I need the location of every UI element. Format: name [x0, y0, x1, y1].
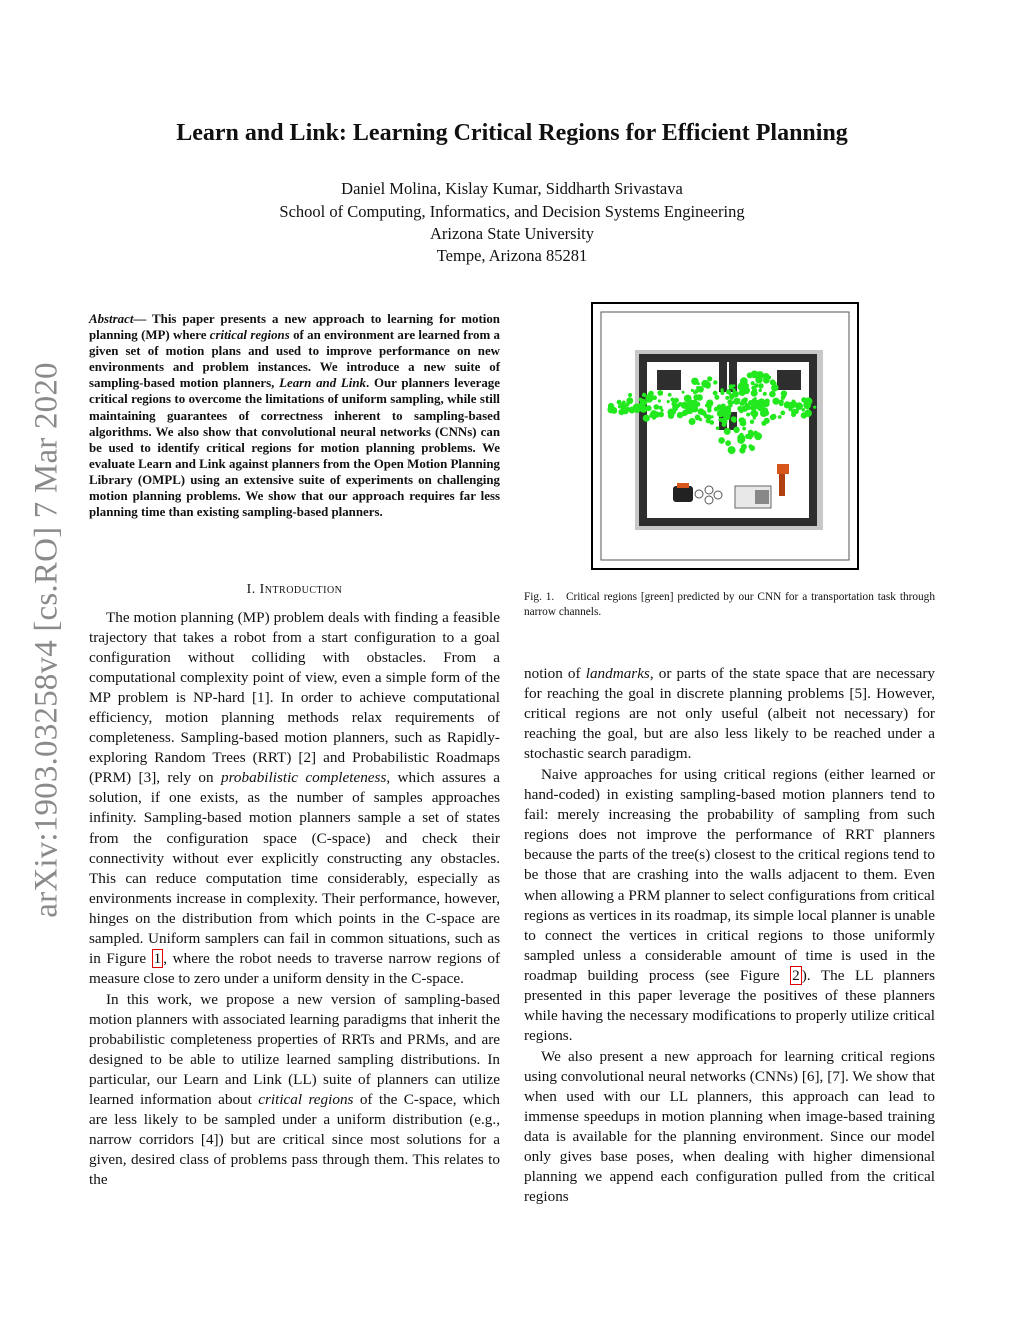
wall-segment — [719, 354, 727, 392]
critical-region-blob — [679, 402, 682, 405]
critical-region-blob — [682, 391, 685, 394]
p2-text-a: In this work, we propose a new version of sampling-based motion planners with associated learning paradigms that inherit the probabilistic completeness properties of RRTs and PRMs, and are designed to be able to utilize learned sampling distributions. In particular, our Learn and Link (LL) suite of planners can utilize learned information about — [89, 990, 500, 1109]
section-heading — [89, 580, 500, 598]
critical-region-blob — [771, 414, 777, 420]
authors: Daniel Molina, Kislay Kumar, Siddharth Srivastava — [341, 179, 683, 198]
critical-region-blob — [701, 410, 707, 416]
critical-region-blob — [706, 418, 711, 423]
figure-1-link[interactable]: 1 — [153, 949, 162, 967]
critical-region-blob — [756, 371, 764, 379]
critical-region-blob — [741, 444, 747, 450]
critical-region-blob — [682, 410, 688, 416]
critical-region-blob — [714, 407, 719, 412]
critical-region-blob — [674, 398, 679, 403]
critical-region-blob — [743, 383, 749, 389]
critical-region-blob — [728, 446, 736, 454]
robot-wheel — [705, 486, 713, 494]
critical-region-blob — [691, 389, 694, 392]
critical-region-blob — [747, 372, 753, 378]
critical-region-blob — [646, 405, 652, 411]
p1-text-b: , which assures a solution, if one exists, as the number of samples approaches infinity. Sampling-based motion planners sample a set of states from the configuration space (C-space) and check their connectivity without ever explicitly constructing any obstacles. This can reduce computation time considerably, especially as environments increase in complexity. Their performance, however, hinges on the distribution from which points in the C-space are sampled. Uniform samplers can fail in common situations, such as in Figure — [89, 769, 500, 967]
critical-region-blob — [711, 415, 714, 418]
p1-emphasis: probabilistic completeness — [220, 769, 387, 787]
critical-region-blob — [796, 405, 800, 409]
critical-region-blob — [751, 381, 755, 385]
critical-region-blob — [758, 383, 763, 388]
r1-emphasis: landmarks — [585, 665, 650, 682]
critical-region-blob — [778, 415, 782, 419]
table-item — [755, 490, 769, 504]
critical-region-blob — [729, 392, 732, 395]
arxiv-stamp: arXiv:1903.03258v4 [cs.RO] 7 Mar 2020 — [28, 362, 65, 918]
critical-region-blob — [697, 386, 704, 393]
critical-region-blob — [737, 398, 740, 401]
critical-region-blob — [693, 394, 699, 400]
critical-region-blob — [802, 408, 806, 412]
critical-region-blob — [765, 399, 770, 404]
critical-region-blob — [759, 405, 762, 408]
critical-region-blob — [617, 400, 622, 405]
critical-region-blob — [782, 394, 786, 398]
critical-region-blob — [740, 417, 745, 422]
right-paragraph-1 — [524, 664, 935, 764]
caption-label: Fig. 1. — [524, 591, 555, 603]
critical-region-blob — [733, 427, 739, 433]
abstract-emphasis-1: critical regions — [209, 328, 290, 343]
critical-region-blob — [658, 399, 661, 402]
critical-region-blob — [771, 384, 778, 391]
critical-region-blob — [725, 396, 729, 400]
right-paragraph-2 — [524, 765, 935, 1046]
critical-region-blob — [611, 407, 618, 414]
critical-region-blob — [813, 406, 816, 409]
paper-title: Learn and Link: Learning Critical Regions for Efficient Planning — [176, 120, 848, 146]
intro-paragraph-1 — [89, 608, 500, 989]
abstract-dash: — — [133, 312, 153, 326]
critical-region-blob — [784, 401, 791, 408]
critical-region-blob — [732, 384, 735, 387]
critical-region-blob — [758, 389, 762, 393]
critical-region-blob — [668, 393, 672, 397]
p2-text-b: of the C-space, which are less likely to be sampled under a uniform distribution (e.g., narrow corridors [4]) but are critical since most solutions for a given, desired class of problems pass through them. This relates to the — [89, 1091, 500, 1189]
critical-region-blob — [706, 400, 713, 407]
critical-region-blob — [697, 382, 700, 385]
wall-segment — [639, 354, 729, 362]
critical-region-blob — [748, 444, 752, 448]
robot-wheel — [714, 491, 722, 499]
critical-region-blob — [754, 383, 759, 388]
critical-region-blob — [673, 406, 678, 411]
p1-text-c: , where the robot needs to traverse narrow regions of measure close to zero under a uniform density in the C-space. — [89, 949, 500, 987]
critical-region-blob — [779, 399, 784, 404]
critical-region-blob — [714, 395, 719, 400]
critical-region-blob — [722, 422, 727, 427]
robot-base — [673, 486, 693, 502]
figure-2-link[interactable]: 2 — [792, 966, 800, 984]
r2-text-b: ). The LL planners presented in this paper leverage the positives of these planners while having the necessary modifications to properly utilize critical regions. — [524, 966, 935, 1044]
critical-region-blob — [707, 376, 712, 381]
critical-region-blob — [732, 393, 735, 396]
robot-arm — [677, 483, 689, 488]
critical-region-blob — [642, 393, 646, 397]
section-title: Introduction — [259, 581, 343, 596]
robot-wheel — [705, 496, 713, 504]
critical-region-blob — [716, 426, 720, 430]
critical-region-blob — [718, 437, 725, 444]
wall-segment — [639, 518, 817, 526]
abstract — [89, 311, 500, 520]
abstract-label: Abstract — [89, 312, 134, 326]
abstract-text-2: of an environment are learned from a given set of motion plans and used to improve performance on new environments and problem instances. We introduce a new suite of sampling-based motion planners, — [89, 328, 500, 391]
critical-region-blob — [748, 400, 754, 406]
critical-region-blob — [746, 413, 750, 417]
critical-region-blob — [803, 401, 811, 409]
critical-region-blob — [659, 406, 663, 410]
abstract-text-3: . Our planners leverage critical regions to overcome the limitations of uniform sampling, while still maintaining guarantees of correctness inherent to sampling-based algorithms. We also show that convolutional neural networks (CNNs) can be used to identify critical regions for motion planning problems. We evaluate Learn and Link against planners from the Open Motion Planning Library (OMPL) using an extensive suite of experiments on challenging motion planning problems. We show that our approach requires far less planning time than existing sampling-based planners. — [89, 376, 500, 520]
critical-region-blob — [684, 403, 691, 410]
goal-robot-arm — [777, 464, 789, 474]
robot-wheel — [695, 490, 703, 498]
critical-region-blob — [804, 409, 812, 417]
r1-text-b: , or parts of the state space that are necessary for reaching the goal in discrete planning problems [5]. However, critical regions are not only useful (albeit not necessary) for reaching the goal, but are also less likely to be reached under a stochastic search paradigm. — [524, 665, 936, 763]
figure-1-caption — [524, 590, 935, 620]
wall-segment — [727, 354, 817, 362]
critical-region-blob — [724, 428, 731, 435]
affiliation-address: Tempe, Arizona 85281 — [436, 246, 588, 265]
critical-region-blob — [764, 418, 770, 424]
critical-region-blob — [763, 410, 769, 416]
goal-robot-link — [779, 474, 785, 496]
critical-region-blob — [725, 440, 731, 446]
wall-segment — [809, 354, 817, 526]
critical-region-blob — [634, 407, 640, 413]
r2-text-a: Naive approaches for using critical regions (either learned or hand-coded) in existing sampling-based motion planners tend to fail: merely increasing the probability of sampling from such regions does not improve the performance of RRT planners because the parts of the tree(s) closest to the critical regions tend to be those that are crashing into the walls adjacent to them. Even when allowing a PRM planner to select configurations from critical regions as vertices in its roadmap, its simple local planner is unable to connect the vertices in critical regions to those uniformly sampled unless a considerable amount of time is used in the roadmap building process (see Figure — [524, 766, 935, 984]
critical-region-blob — [705, 382, 711, 388]
right-column — [524, 664, 935, 1207]
r1-text-a: notion of — [524, 665, 586, 682]
critical-region-blob — [763, 373, 770, 380]
critical-region-blob — [628, 393, 632, 397]
critical-region-blob — [742, 427, 746, 431]
critical-region-blob — [707, 408, 712, 413]
critical-region-blob — [641, 399, 645, 403]
p1-text-a: The motion planning (MP) problem deals with finding a feasible trajectory that takes a robot from a start configuration to a goal configuration without colliding with obstacles. From a computational complexity point of view, even a simple form of the MP problem is NP-hard [1]. In order to achieve computational efficiency, motion planning methods relax requirements of completeness. Sampling-based motion planners, such as Rapidly-exploring Random Trees (RRT) [2] and Probabilistic Roadmaps (PRM) [3], rely on — [89, 609, 500, 787]
critical-region-blob — [622, 408, 629, 415]
wall-segment — [639, 354, 647, 526]
critical-region-blob — [713, 391, 718, 396]
abstract-text-1: This paper presents a new approach to learning for motion planning (MP) where — [89, 312, 500, 343]
critical-region-blob — [763, 392, 767, 396]
critical-region-blob — [643, 415, 650, 422]
critical-region-blob — [689, 418, 696, 425]
wall-segment — [657, 370, 681, 390]
critical-region-blob — [772, 398, 779, 405]
figure-1-image — [591, 302, 859, 570]
critical-region-blob — [751, 390, 758, 397]
critical-region-blob — [750, 420, 754, 424]
environment-walls — [639, 354, 817, 526]
critical-region-blob — [724, 409, 731, 416]
critical-region-blob — [733, 419, 737, 423]
section-number: I. — [246, 581, 260, 596]
wall-segment — [777, 370, 801, 390]
critical-region-blob — [753, 417, 756, 420]
intro-paragraph-2 — [89, 990, 500, 1190]
figure-1 — [591, 302, 859, 570]
critical-region-blob — [713, 380, 717, 384]
caption-text: Critical regions [green] predicted by our CNN for a transportation task through narrow channels. — [524, 591, 935, 618]
critical-region-blob — [737, 436, 745, 444]
abstract-emphasis-2: Learn and Link — [279, 376, 366, 391]
critical-region-blob — [650, 410, 657, 417]
critical-region-blob — [648, 391, 654, 397]
left-column — [89, 608, 500, 1190]
affiliation-school: School of Computing, Informatics, and Decision Systems Engineering — [279, 202, 745, 221]
critical-region-blob — [780, 411, 785, 416]
critical-region-blob — [720, 391, 724, 395]
critical-region-blob — [754, 432, 762, 440]
critical-region-blob — [657, 390, 663, 396]
critical-region-blob — [769, 391, 776, 398]
critical-region-blob — [745, 434, 750, 439]
p2-emphasis: critical regions — [258, 1091, 354, 1109]
critical-region-blob — [718, 405, 724, 411]
table-object — [735, 486, 771, 508]
critical-region-blob — [750, 411, 755, 416]
affiliation-university: Arizona State University — [429, 224, 595, 243]
right-paragraph-3: We also present a new approach for learning critical regions using convolutional neural networks (CNNs) [6], [7]. We show that when used with our LL planners, this approach can lead to immense speedups in motion planning when image-based training data is available for the planning environment. Since our model only gives base poses, when dealing with higher dimensional planning we append each configuration pulled from the critical regions — [524, 1047, 935, 1206]
critical-region-blob — [740, 433, 744, 437]
critical-region-blob — [791, 412, 796, 417]
critical-region-blob — [718, 418, 722, 422]
critical-region-blob — [684, 395, 692, 403]
critical-region-blob — [699, 418, 702, 421]
critical-region-blob — [667, 400, 670, 403]
critical-region-blob — [747, 406, 751, 410]
critical-region-blob — [691, 401, 698, 408]
critical-region-blob — [654, 404, 660, 410]
critical-region-blob — [626, 403, 629, 406]
